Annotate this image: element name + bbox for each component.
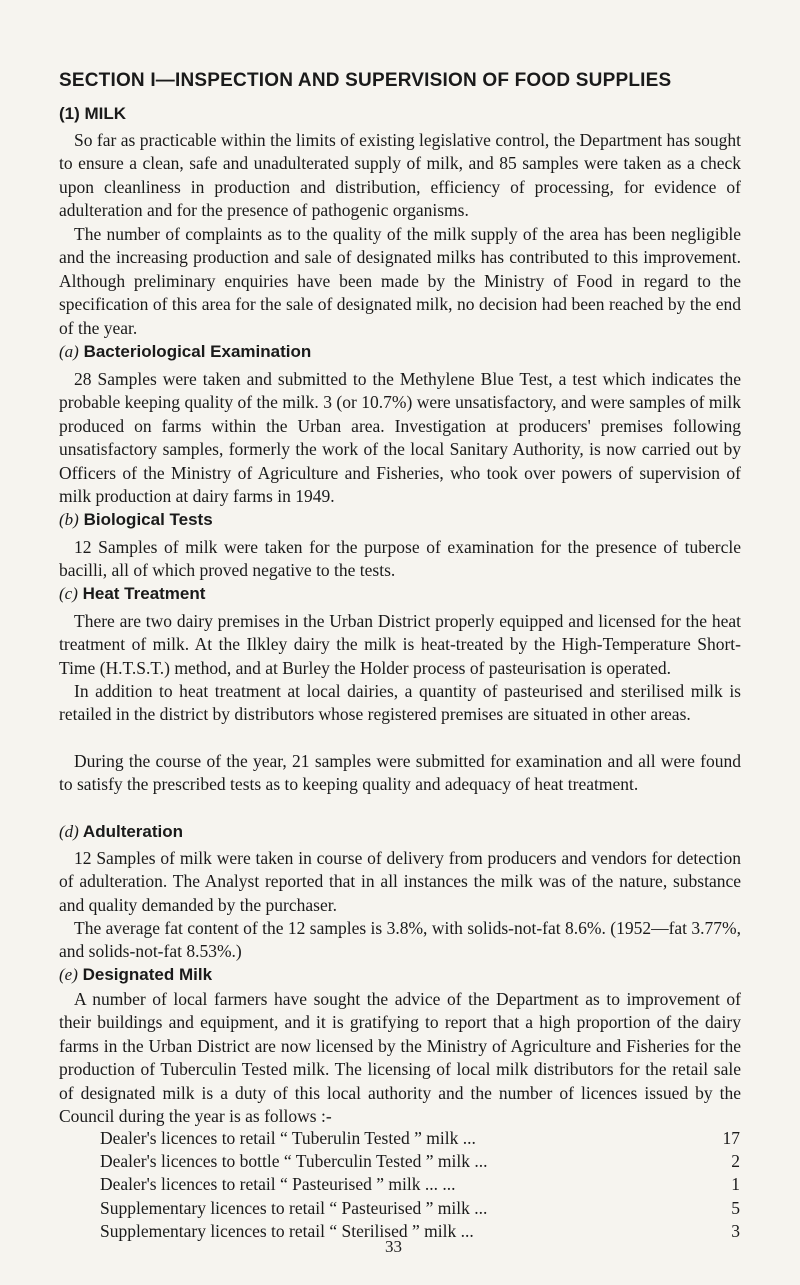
- milk-label: (1): [59, 104, 80, 123]
- designated-label: (e): [59, 965, 78, 984]
- designated-paragraph: A number of local farmers have sought the advice of the Department as to improvement of their buildings and equipment, and it is gratifying to report that a high proportion of the dairy farms in the Urban District are now licensed by the Ministry of Agriculture and Fisheries for the production of Tuberculin Tested milk. The licensing of local milk distributors for the retail sale of designated milk is a duty of this local authority and the number of licences issued by the Council during the year is as follows :-: [59, 989, 741, 1127]
- biological-label: (b): [59, 510, 79, 529]
- biological-heading: [59, 510, 213, 530]
- bacteriological-paragraph: 28 Samples were taken and submitted to the Methylene Blue Test, a test which indicates the probable keeping quality of the milk. 3 (or 10.7%) were unsatisfactory, and were samples of milk produced on farms within the Urban area. Investigation at producers' premises following unsatisfactory samples, formerly the work of the local Sanitary Authority, is now carried out by Officers of the Ministry of Agriculture and Fisheries, who took over powers of supervision of milk production at dairy farms in 1949.: [59, 369, 741, 507]
- bacteriological-label: (a): [59, 342, 79, 361]
- milk-heading-text: MILK: [84, 104, 127, 123]
- licence-count: 2: [731, 1151, 740, 1172]
- designated-heading: [59, 965, 212, 985]
- biological-heading-text: Biological Tests: [83, 510, 213, 529]
- section-title: SECTION I—INSPECTION AND SUPERVISION OF FOOD SUPPLIES: [59, 70, 672, 91]
- list-item: [100, 1127, 740, 1150]
- licence-count: 1: [731, 1174, 740, 1195]
- page-number: 33: [385, 1237, 402, 1256]
- licence-text: Dealer's licences to retail “ Pasteurised ” milk ... ...: [100, 1174, 456, 1195]
- heat-label: (c): [59, 584, 78, 603]
- licence-count: 3: [731, 1220, 740, 1241]
- adulteration-label: (d): [59, 822, 79, 841]
- heat-heading-text: Heat Treatment: [82, 584, 206, 603]
- licence-count: 17: [722, 1128, 740, 1148]
- adulteration-paragraph-2: The average fat content of the 12 samples is 3.8%, with solids-not-fat 8.6%. (1952—fat 3.77%, and solids-not-fat 8.53%.): [59, 918, 741, 962]
- milk-heading: [59, 104, 126, 124]
- licence-text: Supplementary licences to retail “ Pasteurised ” milk ...: [100, 1197, 488, 1218]
- licence-count: 5: [731, 1197, 740, 1218]
- list-item: [100, 1197, 740, 1220]
- licence-text: Dealer's licences to bottle “ Tuberculin Tested ” milk ...: [100, 1151, 488, 1172]
- licence-text: Dealer's licences to retail “ Tuberulin Tested ” milk ...: [100, 1128, 476, 1148]
- milk-paragraph-1: So far as practicable within the limits of existing legislative control, the Department has sought to ensure a clean, safe and unadulterated supply of milk, and 85 samples were taken as a check upon cleanliness in production and distribution, efficiency of processing, for evidence of adulteration and for the presence of pathogenic organisms.: [59, 130, 741, 221]
- designated-heading-text: Designated Milk: [82, 965, 213, 984]
- list-item: [100, 1220, 740, 1243]
- licences-list: [100, 1127, 740, 1243]
- milk-paragraph-2: The number of complaints as to the quality of the milk supply of the area has been negligible and the increasing production and sale of designated milks has contributed to this improvement. Although preliminary enquiries have been made by the Ministry of Food in regard to the specification of this area for the sale of designated milk, no decision had been reached by the end of the year.: [59, 224, 741, 338]
- heat-paragraph-2: In addition to heat treatment at local dairies, a quantity of pasteurised and sterilised milk is retailed in the district by distributors whose registered premises are situated in other areas.: [59, 681, 741, 725]
- bacteriological-heading-text: Bacteriological Examination: [83, 342, 312, 361]
- bacteriological-heading: [59, 342, 311, 362]
- adulteration-heading: [59, 822, 183, 842]
- list-item: [100, 1173, 740, 1196]
- biological-paragraph: 12 Samples of milk were taken for the purpose of examination for the presence of tubercle bacilli, all of which proved negative to the tests.: [59, 537, 741, 581]
- adulteration-heading-text: Adulteration: [82, 822, 184, 841]
- list-item: [100, 1150, 740, 1173]
- heat-paragraph-1: There are two dairy premises in the Urban District properly equipped and licensed for the heat treatment of milk. At the Ilkley dairy the milk is heat-treated by the High-Temperature Short-Time (H.T.S.T.) method, and at Burley the Holder process of pasteurisation is operated.: [59, 611, 741, 678]
- heat-paragraph-3: During the course of the year, 21 samples were submitted for examination and all were found to satisfy the prescribed tests as to keeping quality and adequacy of heat treatment.: [59, 751, 741, 795]
- licence-text: Supplementary licences to retail “ Sterilised ” milk ...: [100, 1220, 474, 1241]
- heat-heading: [59, 584, 205, 604]
- adulteration-paragraph-1: 12 Samples of milk were taken in course of delivery from producers and vendors for detection of adulteration. The Analyst reported that in all instances the milk was of the nature, substance and quality demanded by the purchaser.: [59, 848, 741, 915]
